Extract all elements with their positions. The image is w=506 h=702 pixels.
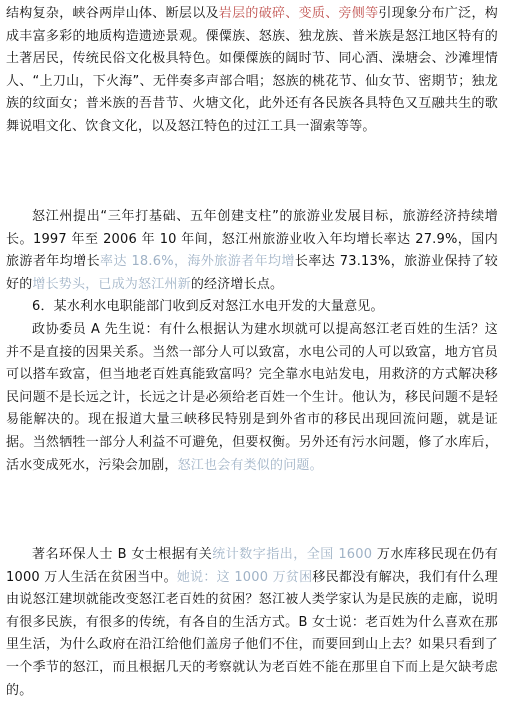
faded-text: 她说：这 1000 万贫困 xyxy=(176,569,313,585)
paragraph-tourism-growth xyxy=(6,206,498,296)
text-segment: 移民都没有解决，我们有什么理由说怒江建坝就能改变怒江老百姓的贫困？怒江被人类学家认为是民族的走廊，说明有很多民族，有很多的传统，有各自的生活方式。B 女士说：老百姓为什么喜欢在那里生活，为什么政府在沿江给他们盖房子他们不住，而要回到山上去？如果只看到了一个季节的怒江，而且根据几天的考察就认为老百姓不能在那里自下而上是欠缺考虑的。 xyxy=(6,569,498,698)
highlighted-text: 岩层的破碎、变质、旁侧等 xyxy=(218,6,379,21)
faded-text: 增长势头，已成为怒江州新 xyxy=(32,276,191,292)
text-segment: 的经济增长点。 xyxy=(190,276,284,292)
text-segment: 著名环保人士 B 女士根据有关 xyxy=(32,547,213,562)
paragraph-mr-a-opinion xyxy=(6,319,498,477)
text-segment: 怒江州提出“三年打基础、五年创建支柱”的旅游业发展目标，旅游经济持续增长。1997 年至 2006 年 10 年间，怒江州旅游业收入年均增长率达 27.9%，国内旅游者年均增长 xyxy=(6,209,498,270)
faded-text: 统计数字指出，全国 1600 xyxy=(212,547,373,562)
section-heading-6: 6．某水利水电职能部门收到反对怒江水电开发的大量意见。 xyxy=(32,299,384,314)
text-segment: 长率达 73.13%，旅游业保持了较好的 xyxy=(6,254,498,292)
faded-text: 率达 18.6%，海外旅游者年均增 xyxy=(100,254,295,270)
paragraph-ms-b-opinion xyxy=(6,544,498,702)
text-segment: 万水库移民现在仍有 1000 万人生活在贫困当中。 xyxy=(6,547,498,585)
paragraph-geology-culture xyxy=(6,3,498,139)
text-segment: 引现象分布广泛，构成丰富多彩的地质构造遗迹景观。傈僳族、怒族、独龙族、普米族是怒江地区特有的土著居民，传统民俗文化极具特色。如傈僳族的阔时节、同心酒、澡塘会、沙滩埋情人、“上刀山，下火海”、无伴奏多声部合唱；怒族的桃花节、仙女节、密期节；独龙族的纹面女；普米族的吾昔节、火塘文化，此外还有各民族各具特色又互融共生的歌舞说唱文化、饮食文化，以及怒江特色的过江工具一溜索等等。 xyxy=(6,6,498,134)
faded-text: 怒江也会有类似的问题。 xyxy=(177,457,323,473)
text-segment: 政协委员 A 先生说：有什么根据认为建水坝就可以提高怒江老百姓的生活？这并不是直接的因果关系。当然一部分人可以致富，水电公司的人可以致富，地方官员可以搭车致富，但当地老百姓真能致富吗？完全靠水电站发电，用救济的方式解决移民问题不是长远之计，长远之计是必须给老百姓一个生计。他认为，移民问题不是轻易能解决的。现在报道大量三峡移民特别是到外省市的移民出现回流问题，就是证据。当然牺牲一部分人利益不可避免，但要权衡。另外还有污水问题，修了水库后，活水变成死水，污染会加剧， xyxy=(6,322,498,473)
text-segment: 结构复杂，峡谷两岸山体、断层以及 xyxy=(6,6,219,21)
